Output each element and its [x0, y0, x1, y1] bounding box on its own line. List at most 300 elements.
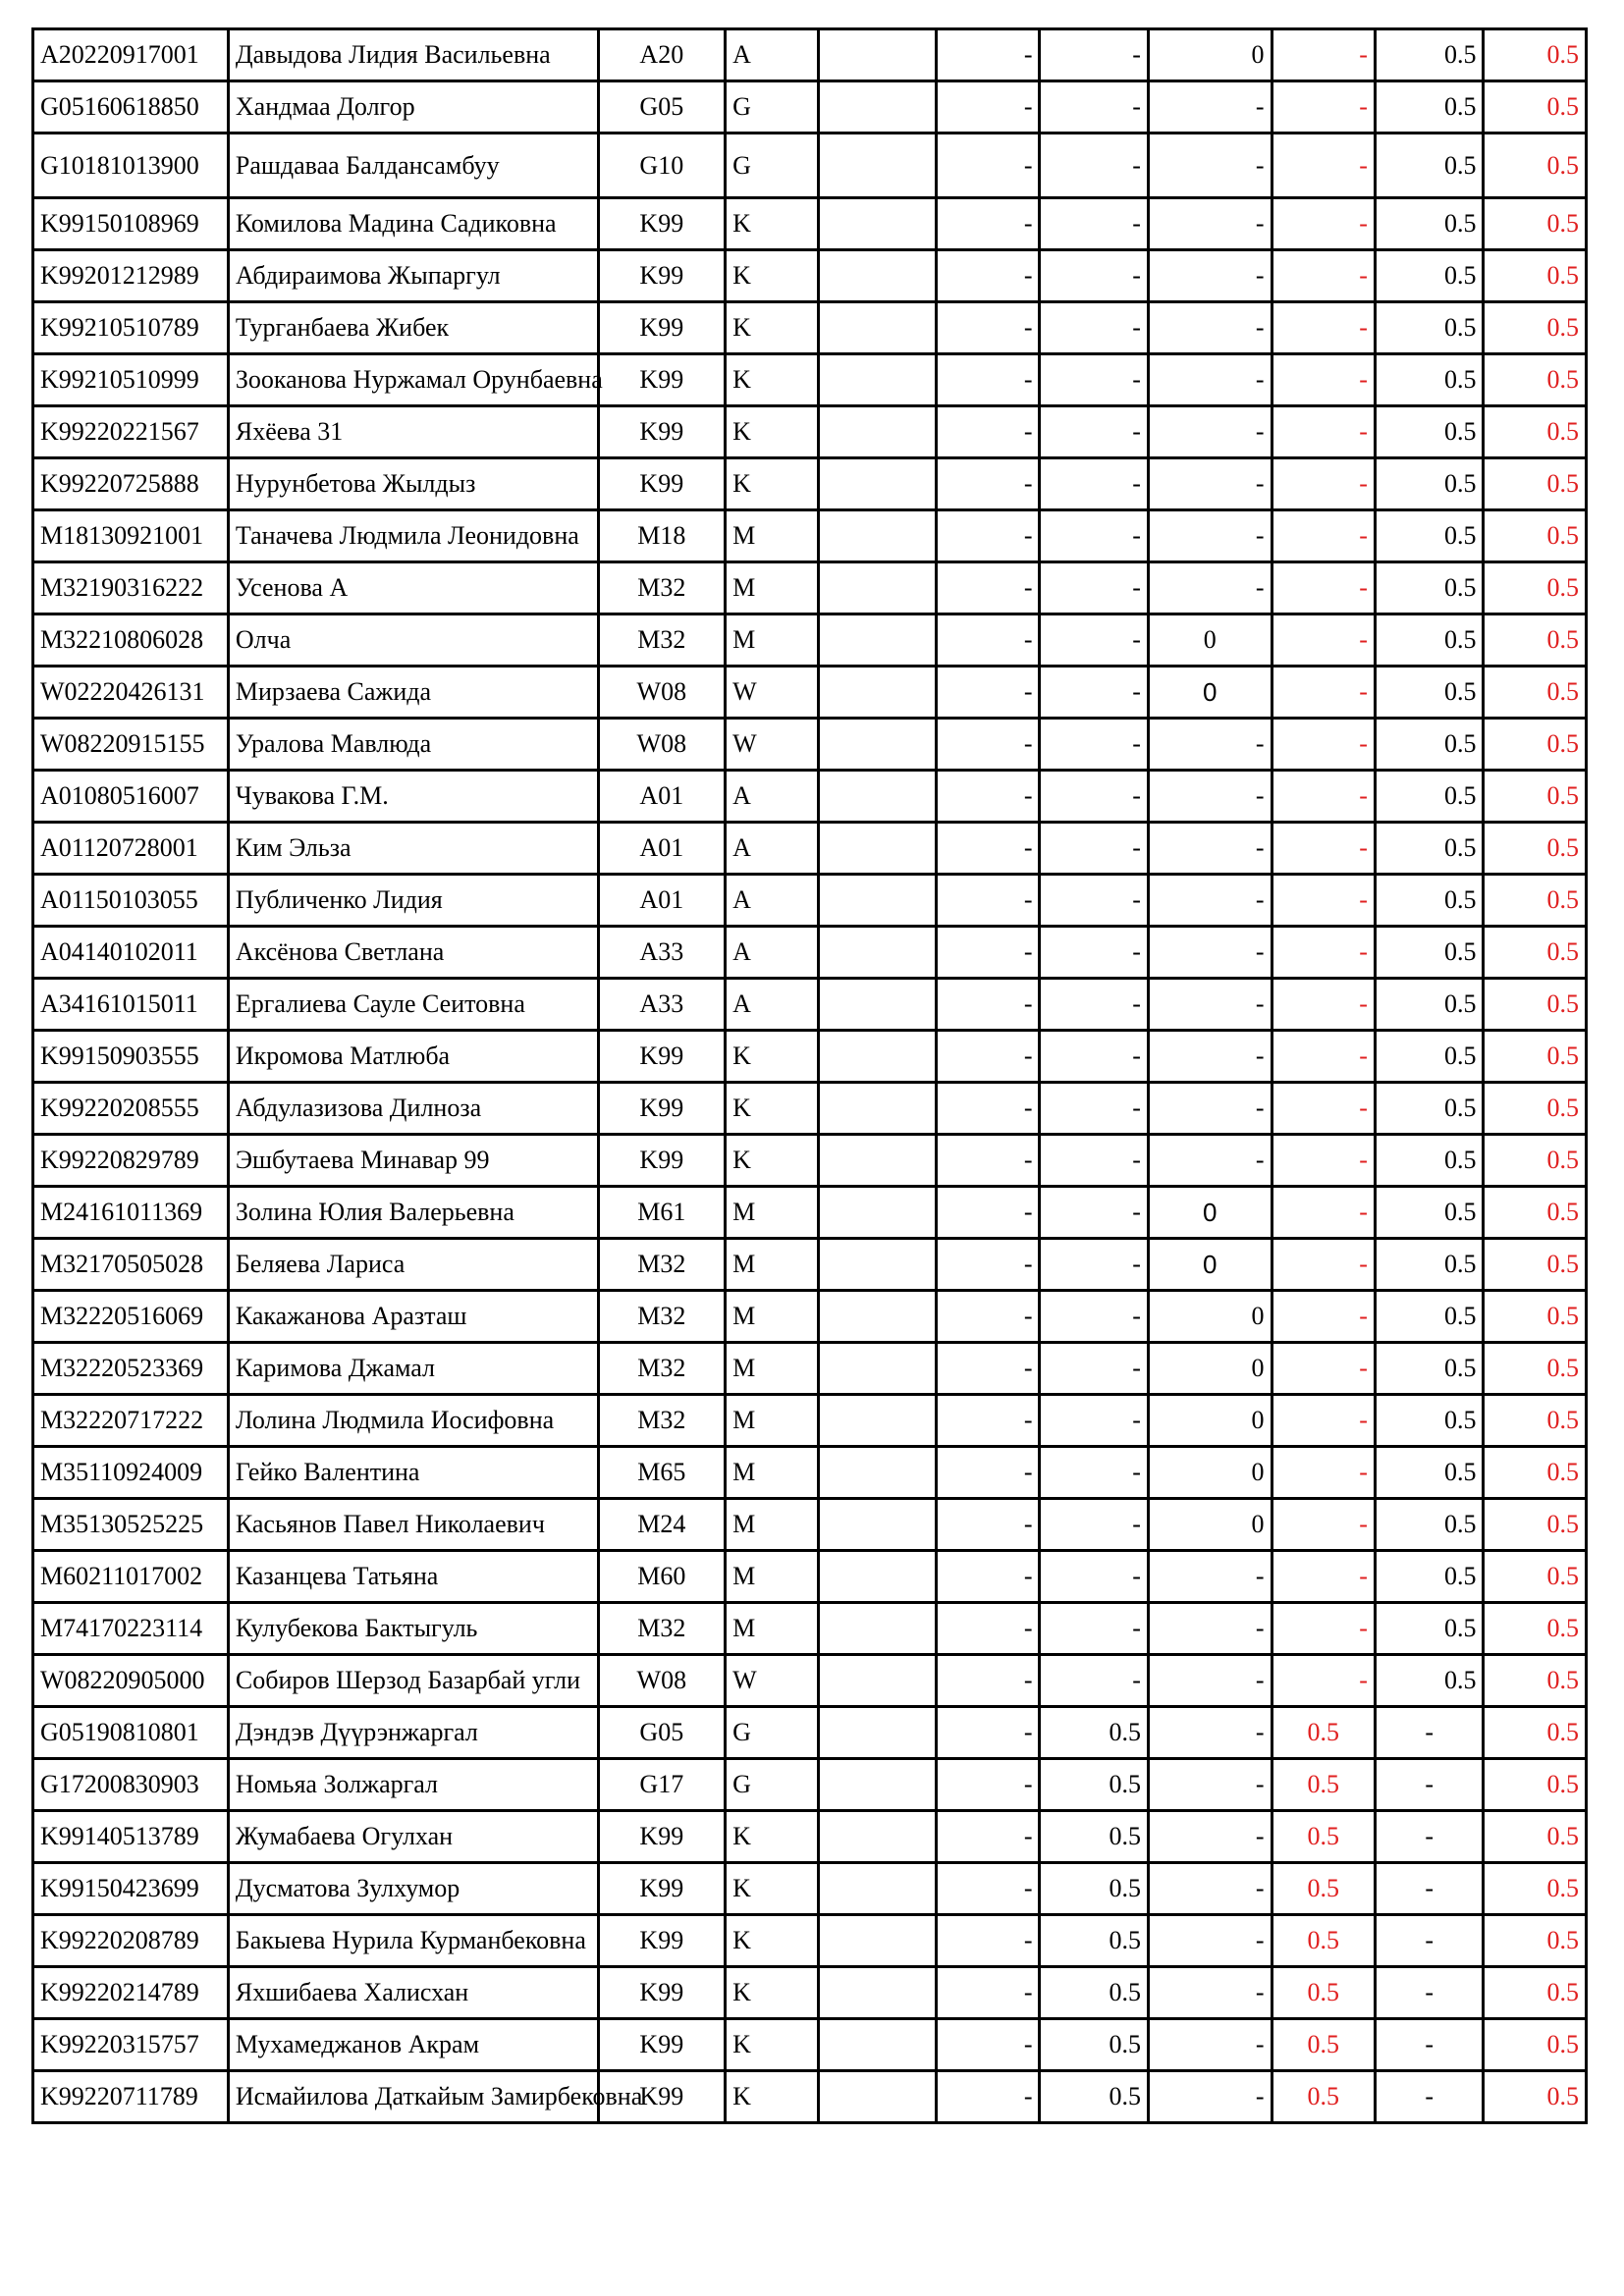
total-cell: 0.5 — [1484, 927, 1587, 979]
value-cell-6: - — [937, 406, 1040, 458]
value-cell-6: - — [937, 1291, 1040, 1343]
value-cell-10: 0.5 — [1375, 81, 1483, 133]
value-cell-5 — [818, 667, 937, 719]
value-cell-6: - — [937, 1187, 1040, 1239]
value-cell-8: 0 — [1148, 29, 1272, 81]
value-cell-9: - — [1272, 1083, 1375, 1135]
value-cell-7: - — [1040, 719, 1148, 771]
branch-code-cell: A33 — [598, 979, 726, 1031]
record-id-cell: G05190810801 — [33, 1707, 229, 1759]
value-cell-8: - — [1148, 354, 1272, 406]
value-cell-10: - — [1375, 1967, 1483, 2019]
table-row — [33, 719, 1587, 771]
group-letter-cell: K — [726, 1135, 818, 1187]
total-cell: 0.5 — [1484, 1395, 1587, 1447]
value-cell-8: - — [1148, 406, 1272, 458]
person-name-cell: Каримова Джамал — [228, 1343, 598, 1395]
record-id-cell: M32220717222 — [33, 1395, 229, 1447]
value-cell-7: - — [1040, 614, 1148, 667]
value-cell-7: - — [1040, 250, 1148, 302]
table-row — [33, 302, 1587, 354]
value-cell-9: 0.5 — [1272, 1967, 1375, 2019]
group-letter-cell: A — [726, 875, 818, 927]
value-cell-6: - — [937, 719, 1040, 771]
total-cell: 0.5 — [1484, 1499, 1587, 1551]
table-row — [33, 1759, 1587, 1811]
record-id-cell: K99220208555 — [33, 1083, 229, 1135]
value-cell-6: - — [937, 1863, 1040, 1915]
total-cell: 0.5 — [1484, 771, 1587, 823]
table-row — [33, 614, 1587, 667]
group-letter-cell: A — [726, 979, 818, 1031]
total-cell: 0.5 — [1484, 1811, 1587, 1863]
branch-code-cell: G05 — [598, 1707, 726, 1759]
value-cell-9: 0.5 — [1272, 2071, 1375, 2123]
value-cell-9: - — [1272, 1135, 1375, 1187]
value-cell-6: - — [937, 823, 1040, 875]
branch-code-cell: M24 — [598, 1499, 726, 1551]
table-row — [33, 1031, 1587, 1083]
record-id-cell: A04140102011 — [33, 927, 229, 979]
person-name-cell: Абдулазизова Дилноза — [228, 1083, 598, 1135]
value-cell-6: - — [937, 614, 1040, 667]
value-cell-10: 0.5 — [1375, 1291, 1483, 1343]
value-cell-7: 0.5 — [1040, 1707, 1148, 1759]
value-cell-9: - — [1272, 510, 1375, 562]
value-cell-8: - — [1148, 1031, 1272, 1083]
branch-code-cell: M32 — [598, 562, 726, 614]
total-cell: 0.5 — [1484, 133, 1587, 198]
value-cell-7: - — [1040, 198, 1148, 250]
value-cell-9: - — [1272, 979, 1375, 1031]
value-cell-10: - — [1375, 1759, 1483, 1811]
branch-code-cell: M60 — [598, 1551, 726, 1603]
total-cell: 0.5 — [1484, 1291, 1587, 1343]
branch-code-cell: M65 — [598, 1447, 726, 1499]
total-cell: 0.5 — [1484, 510, 1587, 562]
table-row — [33, 927, 1587, 979]
table-row — [33, 1551, 1587, 1603]
person-name-cell: Дэндэв Дүүрэнжаргал — [228, 1707, 598, 1759]
value-cell-8: - — [1148, 1759, 1272, 1811]
value-cell-9: 0.5 — [1272, 1707, 1375, 1759]
value-cell-7: 0.5 — [1040, 2071, 1148, 2123]
table-row — [33, 1083, 1587, 1135]
total-cell: 0.5 — [1484, 1083, 1587, 1135]
value-cell-7: 0.5 — [1040, 1811, 1148, 1863]
table-row — [33, 1135, 1587, 1187]
value-cell-9: - — [1272, 1603, 1375, 1655]
branch-code-cell: G10 — [598, 133, 726, 198]
value-cell-9: - — [1272, 354, 1375, 406]
value-cell-10: 0.5 — [1375, 979, 1483, 1031]
person-name-cell: Касьянов Павел Николаевич — [228, 1499, 598, 1551]
value-cell-5 — [818, 1135, 937, 1187]
group-letter-cell: K — [726, 1083, 818, 1135]
branch-code-cell: G17 — [598, 1759, 726, 1811]
group-letter-cell: G — [726, 81, 818, 133]
total-cell: 0.5 — [1484, 1031, 1587, 1083]
group-letter-cell: M — [726, 1551, 818, 1603]
total-cell: 0.5 — [1484, 614, 1587, 667]
results-table — [31, 27, 1588, 2124]
value-cell-5 — [818, 1967, 937, 2019]
value-cell-10: 0.5 — [1375, 1239, 1483, 1291]
value-cell-10: 0.5 — [1375, 1551, 1483, 1603]
value-cell-5 — [818, 1083, 937, 1135]
value-cell-9: - — [1272, 562, 1375, 614]
value-cell-6: - — [937, 927, 1040, 979]
value-cell-8: 0 — [1148, 1291, 1272, 1343]
value-cell-9: - — [1272, 250, 1375, 302]
value-cell-5 — [818, 2019, 937, 2071]
value-cell-6: - — [937, 81, 1040, 133]
branch-code-cell: M32 — [598, 1603, 726, 1655]
value-cell-8: 0 — [1148, 1239, 1272, 1291]
value-cell-5 — [818, 1239, 937, 1291]
person-name-cell: Аксёнова Светлана — [228, 927, 598, 979]
value-cell-7: - — [1040, 1447, 1148, 1499]
value-cell-10: 0.5 — [1375, 1499, 1483, 1551]
value-cell-8: - — [1148, 81, 1272, 133]
person-name-cell: Какажанова Аразташ — [228, 1291, 598, 1343]
total-cell: 0.5 — [1484, 1915, 1587, 1967]
value-cell-6: - — [937, 302, 1040, 354]
value-cell-10: 0.5 — [1375, 823, 1483, 875]
person-name-cell: Исмайилова Даткайым Замирбековна — [228, 2071, 598, 2123]
person-name-cell: Мухамеджанов Акрам — [228, 2019, 598, 2071]
record-id-cell: A01120728001 — [33, 823, 229, 875]
group-letter-cell: A — [726, 29, 818, 81]
value-cell-5 — [818, 1759, 937, 1811]
value-cell-9: 0.5 — [1272, 1863, 1375, 1915]
value-cell-7: - — [1040, 1499, 1148, 1551]
table-row — [33, 562, 1587, 614]
group-letter-cell: M — [726, 1603, 818, 1655]
table-row — [33, 1187, 1587, 1239]
record-id-cell: K99220725888 — [33, 458, 229, 510]
person-name-cell: Дусматова Зулхумор — [228, 1863, 598, 1915]
total-cell: 0.5 — [1484, 458, 1587, 510]
value-cell-8: - — [1148, 1707, 1272, 1759]
value-cell-5 — [818, 1031, 937, 1083]
group-letter-cell: M — [726, 614, 818, 667]
value-cell-9: 0.5 — [1272, 1759, 1375, 1811]
table-row — [33, 458, 1587, 510]
record-id-cell: M32220523369 — [33, 1343, 229, 1395]
value-cell-7: - — [1040, 1239, 1148, 1291]
total-cell: 0.5 — [1484, 1707, 1587, 1759]
record-id-cell: M60211017002 — [33, 1551, 229, 1603]
value-cell-6: - — [937, 1499, 1040, 1551]
person-name-cell: Турганбаева Жибек — [228, 302, 598, 354]
group-letter-cell: M — [726, 1291, 818, 1343]
value-cell-6: - — [937, 1967, 1040, 2019]
total-cell: 0.5 — [1484, 198, 1587, 250]
record-id-cell: W08220905000 — [33, 1655, 229, 1707]
value-cell-9: - — [1272, 133, 1375, 198]
value-cell-5 — [818, 562, 937, 614]
record-id-cell: A01150103055 — [33, 875, 229, 927]
table-row — [33, 875, 1587, 927]
table-row — [33, 667, 1587, 719]
value-cell-7: - — [1040, 81, 1148, 133]
record-id-cell: M32170505028 — [33, 1239, 229, 1291]
value-cell-6: - — [937, 1239, 1040, 1291]
value-cell-9: - — [1272, 1343, 1375, 1395]
branch-code-cell: M32 — [598, 1343, 726, 1395]
value-cell-5 — [818, 1447, 937, 1499]
total-cell: 0.5 — [1484, 1239, 1587, 1291]
branch-code-cell: M32 — [598, 614, 726, 667]
value-cell-10: - — [1375, 2019, 1483, 2071]
branch-code-cell: A20 — [598, 29, 726, 81]
value-cell-6: - — [937, 2071, 1040, 2123]
value-cell-8: - — [1148, 771, 1272, 823]
group-letter-cell: K — [726, 406, 818, 458]
value-cell-10: 0.5 — [1375, 458, 1483, 510]
value-cell-5 — [818, 1499, 937, 1551]
value-cell-8: 0 — [1148, 667, 1272, 719]
table-row — [33, 354, 1587, 406]
value-cell-7: 0.5 — [1040, 2019, 1148, 2071]
value-cell-10: 0.5 — [1375, 354, 1483, 406]
branch-code-cell: K99 — [598, 302, 726, 354]
value-cell-10: - — [1375, 2071, 1483, 2123]
value-cell-9: - — [1272, 458, 1375, 510]
value-cell-5 — [818, 1863, 937, 1915]
value-cell-5 — [818, 406, 937, 458]
table-row — [33, 2071, 1587, 2123]
branch-code-cell: K99 — [598, 1135, 726, 1187]
value-cell-9: - — [1272, 1031, 1375, 1083]
value-cell-8: - — [1148, 133, 1272, 198]
value-cell-10: 0.5 — [1375, 1395, 1483, 1447]
value-cell-9: 0.5 — [1272, 1915, 1375, 1967]
value-cell-7: - — [1040, 1291, 1148, 1343]
record-id-cell: G05160618850 — [33, 81, 229, 133]
value-cell-10: 0.5 — [1375, 875, 1483, 927]
value-cell-6: - — [937, 1759, 1040, 1811]
group-letter-cell: K — [726, 458, 818, 510]
group-letter-cell: K — [726, 1915, 818, 1967]
value-cell-8: - — [1148, 875, 1272, 927]
value-cell-8: - — [1148, 458, 1272, 510]
record-id-cell: M32210806028 — [33, 614, 229, 667]
value-cell-10: 0.5 — [1375, 562, 1483, 614]
person-name-cell: Кулубекова Бактыгуль — [228, 1603, 598, 1655]
value-cell-5 — [818, 771, 937, 823]
record-id-cell: K99210510999 — [33, 354, 229, 406]
value-cell-10: 0.5 — [1375, 1187, 1483, 1239]
branch-code-cell: K99 — [598, 250, 726, 302]
person-name-cell: Казанцева Татьяна — [228, 1551, 598, 1603]
branch-code-cell: K99 — [598, 1915, 726, 1967]
group-letter-cell: M — [726, 1239, 818, 1291]
value-cell-7: - — [1040, 979, 1148, 1031]
branch-code-cell: K99 — [598, 458, 726, 510]
group-letter-cell: K — [726, 1811, 818, 1863]
value-cell-6: - — [937, 562, 1040, 614]
value-cell-10: 0.5 — [1375, 927, 1483, 979]
branch-code-cell: M32 — [598, 1395, 726, 1447]
record-id-cell: K99220315757 — [33, 2019, 229, 2071]
value-cell-6: - — [937, 1551, 1040, 1603]
value-cell-10: 0.5 — [1375, 302, 1483, 354]
person-name-cell: Лолина Людмила Иосифовна — [228, 1395, 598, 1447]
value-cell-9: - — [1272, 1655, 1375, 1707]
value-cell-7: - — [1040, 302, 1148, 354]
value-cell-9: - — [1272, 406, 1375, 458]
value-cell-5 — [818, 458, 937, 510]
table-row — [33, 1655, 1587, 1707]
record-id-cell: M74170223114 — [33, 1603, 229, 1655]
value-cell-10: 0.5 — [1375, 510, 1483, 562]
value-cell-9: - — [1272, 927, 1375, 979]
table-row — [33, 1967, 1587, 2019]
value-cell-8: 0 — [1148, 1395, 1272, 1447]
table-row — [33, 1343, 1587, 1395]
value-cell-7: - — [1040, 510, 1148, 562]
branch-code-cell: A33 — [598, 927, 726, 979]
branch-code-cell: W08 — [598, 719, 726, 771]
value-cell-9: - — [1272, 1239, 1375, 1291]
value-cell-8: 0 — [1148, 1499, 1272, 1551]
value-cell-6: - — [937, 1811, 1040, 1863]
table-row — [33, 406, 1587, 458]
branch-code-cell: A01 — [598, 823, 726, 875]
record-id-cell: A01080516007 — [33, 771, 229, 823]
value-cell-5 — [818, 302, 937, 354]
table-row — [33, 1811, 1587, 1863]
value-cell-9: 0.5 — [1272, 1811, 1375, 1863]
table-row — [33, 1239, 1587, 1291]
record-id-cell: K99201212989 — [33, 250, 229, 302]
table-row — [33, 133, 1587, 198]
person-name-cell: Мирзаева Сажида — [228, 667, 598, 719]
value-cell-9: - — [1272, 81, 1375, 133]
value-cell-9: - — [1272, 667, 1375, 719]
value-cell-7: 0.5 — [1040, 1915, 1148, 1967]
branch-code-cell: K99 — [598, 354, 726, 406]
table-row — [33, 510, 1587, 562]
table-row — [33, 2019, 1587, 2071]
record-id-cell: W08220915155 — [33, 719, 229, 771]
group-letter-cell: A — [726, 771, 818, 823]
table-row — [33, 1291, 1587, 1343]
group-letter-cell: W — [726, 719, 818, 771]
total-cell: 0.5 — [1484, 406, 1587, 458]
value-cell-8: - — [1148, 1083, 1272, 1135]
total-cell: 0.5 — [1484, 302, 1587, 354]
branch-code-cell: K99 — [598, 1083, 726, 1135]
value-cell-7: - — [1040, 823, 1148, 875]
record-id-cell: K99220711789 — [33, 2071, 229, 2123]
branch-code-cell: K99 — [598, 1811, 726, 1863]
person-name-cell: Яхшибаева Халисхан — [228, 1967, 598, 2019]
value-cell-5 — [818, 510, 937, 562]
value-cell-8: 0 — [1148, 614, 1272, 667]
value-cell-7: - — [1040, 1603, 1148, 1655]
value-cell-8: - — [1148, 1603, 1272, 1655]
value-cell-10: 0.5 — [1375, 198, 1483, 250]
group-letter-cell: M — [726, 1499, 818, 1551]
value-cell-10: - — [1375, 1915, 1483, 1967]
person-name-cell: Зооканова Нуржамал Орунбаевна — [228, 354, 598, 406]
group-letter-cell: M — [726, 1187, 818, 1239]
group-letter-cell: W — [726, 1655, 818, 1707]
value-cell-5 — [818, 2071, 937, 2123]
record-id-cell: K99220208789 — [33, 1915, 229, 1967]
group-letter-cell: M — [726, 562, 818, 614]
value-cell-8: - — [1148, 1915, 1272, 1967]
table-row — [33, 198, 1587, 250]
value-cell-7: - — [1040, 458, 1148, 510]
value-cell-6: - — [937, 1447, 1040, 1499]
total-cell: 0.5 — [1484, 29, 1587, 81]
person-name-cell: Эшбутаева Минавар 99 — [228, 1135, 598, 1187]
value-cell-8: - — [1148, 302, 1272, 354]
value-cell-10: 0.5 — [1375, 1135, 1483, 1187]
value-cell-9: 0.5 — [1272, 2019, 1375, 2071]
value-cell-7: - — [1040, 927, 1148, 979]
value-cell-7: - — [1040, 354, 1148, 406]
value-cell-10: 0.5 — [1375, 1655, 1483, 1707]
value-cell-8: - — [1148, 198, 1272, 250]
value-cell-10: - — [1375, 1811, 1483, 1863]
table-row — [33, 250, 1587, 302]
table-row — [33, 1447, 1587, 1499]
value-cell-6: - — [937, 1343, 1040, 1395]
total-cell: 0.5 — [1484, 875, 1587, 927]
record-id-cell: K99210510789 — [33, 302, 229, 354]
group-letter-cell: A — [726, 927, 818, 979]
value-cell-7: 0.5 — [1040, 1967, 1148, 2019]
value-cell-6: - — [937, 1135, 1040, 1187]
value-cell-5 — [818, 29, 937, 81]
total-cell: 0.5 — [1484, 1603, 1587, 1655]
total-cell: 0.5 — [1484, 823, 1587, 875]
person-name-cell: Таначева Людмила Леонидовна — [228, 510, 598, 562]
value-cell-10: 0.5 — [1375, 29, 1483, 81]
record-id-cell: M32190316222 — [33, 562, 229, 614]
group-letter-cell: K — [726, 198, 818, 250]
value-cell-9: - — [1272, 875, 1375, 927]
value-cell-10: 0.5 — [1375, 406, 1483, 458]
value-cell-10: 0.5 — [1375, 133, 1483, 198]
value-cell-7: - — [1040, 667, 1148, 719]
value-cell-6: - — [937, 979, 1040, 1031]
record-id-cell: A20220917001 — [33, 29, 229, 81]
total-cell: 0.5 — [1484, 667, 1587, 719]
table-row — [33, 823, 1587, 875]
branch-code-cell: K99 — [598, 406, 726, 458]
value-cell-7: - — [1040, 133, 1148, 198]
value-cell-6: - — [937, 133, 1040, 198]
value-cell-10: - — [1375, 1707, 1483, 1759]
record-id-cell: M32220516069 — [33, 1291, 229, 1343]
record-id-cell: W02220426131 — [33, 667, 229, 719]
total-cell: 0.5 — [1484, 1551, 1587, 1603]
record-id-cell: M35110924009 — [33, 1447, 229, 1499]
value-cell-9: - — [1272, 823, 1375, 875]
branch-code-cell: A01 — [598, 875, 726, 927]
value-cell-7: - — [1040, 1343, 1148, 1395]
group-letter-cell: K — [726, 250, 818, 302]
value-cell-9: - — [1272, 719, 1375, 771]
total-cell: 0.5 — [1484, 354, 1587, 406]
person-name-cell: Хандмаа Долгор — [228, 81, 598, 133]
